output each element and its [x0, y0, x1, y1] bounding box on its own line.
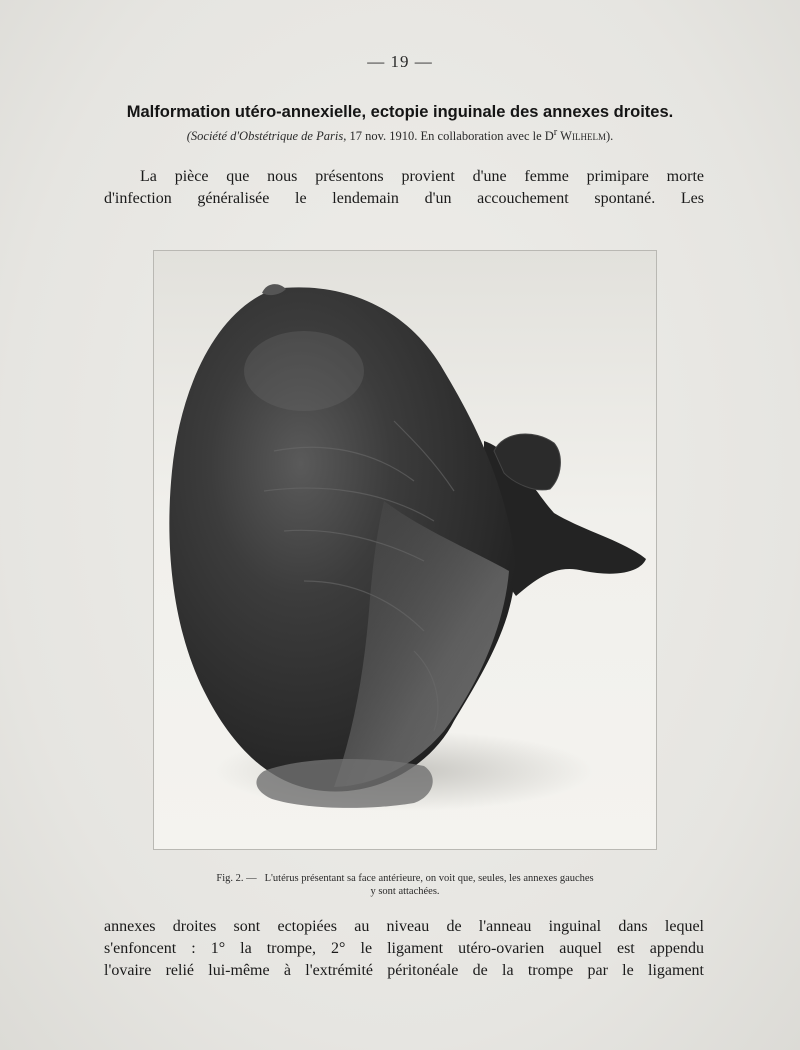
figure-caption [150, 872, 660, 898]
cervix-rim [256, 759, 432, 808]
society-name: (Société d'Obstétrique de Paris [186, 129, 344, 144]
subheading-close: ). [605, 129, 614, 144]
paragraph-intro [104, 166, 704, 210]
paragraph-line: l'ovaire relié lui-même à l'extrémité péritonéale de la trompe par le ligament [104, 962, 704, 979]
paragraph-continuation [104, 916, 704, 982]
dr-superscript: r [553, 127, 558, 138]
specimen-photograph [153, 250, 657, 850]
collaborator-name: Wilhelm [557, 129, 606, 144]
caption-line-2: y sont attachées. [370, 886, 440, 897]
caption-line-1: L'utérus présentant sa face antérieure, on voit que, seules, les annexes gauches [264, 873, 594, 884]
figure-label: Fig. 2. — [216, 873, 257, 884]
specimen-highlight [244, 331, 364, 411]
paragraph-line: s'enfoncent : 1° la trompe, 2° le ligament utéro-ovarien auquel est appendu [104, 940, 704, 957]
paragraph-line: d'infection généralisée le lendemain d'un accouchement spontané. Les [104, 190, 704, 207]
page-number: — 19 — [367, 52, 433, 71]
article-subheading [60, 127, 740, 144]
publication-date: , 17 nov. 1910. En collaboration avec le D [343, 129, 554, 144]
paragraph-line: La pièce que nous présentons provient d'une femme primipare morte [140, 168, 704, 185]
paragraph-line: annexes droites sont ectopiées au niveau de l'anneau inguinal dans lequel [104, 918, 704, 935]
article-heading: Malformation utéro-annexielle, ectopie inguinale des annexes droites. [126, 103, 674, 121]
uterus-specimen-illustration [154, 251, 656, 849]
